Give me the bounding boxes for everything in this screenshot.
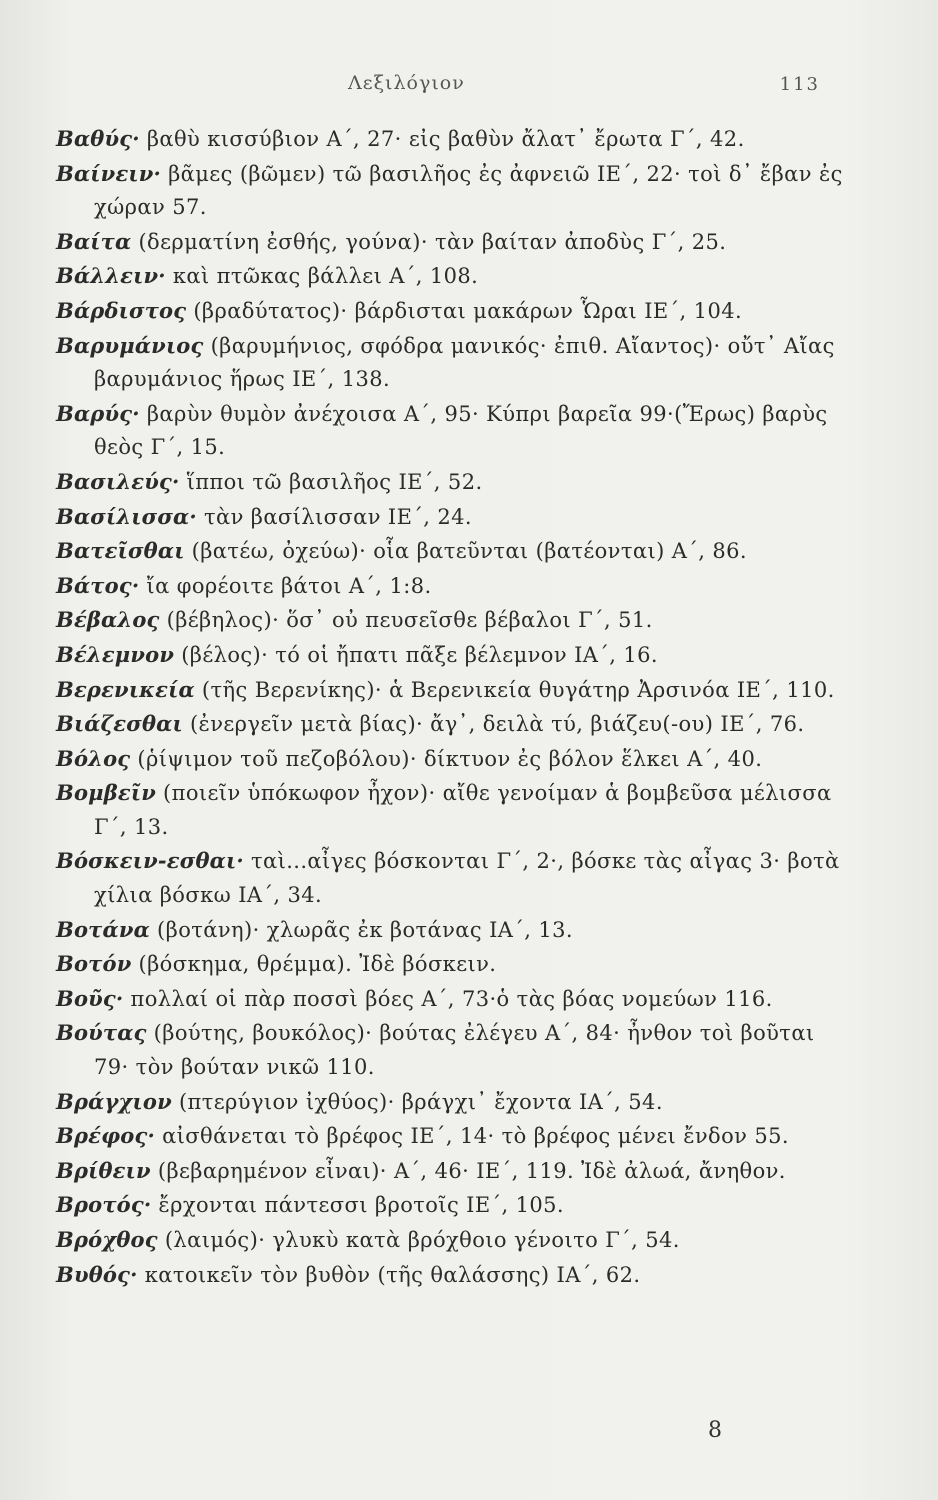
glossary-entry — [56, 569, 856, 604]
entry-text: (ἐνεργεῖν μετὰ βίας)· ἄγ᾽, δειλὰ τύ, βιάζευ(-ου) ΙΕ΄, 76. — [182, 712, 805, 737]
entry-headword: Βυθός· — [56, 1261, 138, 1287]
entry-headword: Βέβαλος — [56, 607, 160, 633]
glossary-entry — [56, 294, 856, 329]
entry-text: (βοτάνη)· χλωρᾶς ἐκ βοτάνας ΙΑ΄, 13. — [149, 917, 573, 942]
entry-headword: Βομβεῖν — [56, 780, 156, 806]
entry-headword: Βράγχιον — [56, 1088, 172, 1114]
entry-text: καὶ πτῶκας βάλλει Α΄, 108. — [165, 264, 479, 289]
glossary-entry — [56, 122, 856, 157]
glossary-entry — [56, 225, 856, 260]
entry-text: (λαιμός)· γλυκὺ κατὰ βρόχθοιο γένοιτο Γ΄, 54. — [157, 1228, 680, 1252]
entry-text: (βατέω, ὀχεύω)· οἷα βατεῦνται (βατέονται) Α΄, 86. — [184, 539, 747, 564]
entry-headword: Βρέφος· — [56, 1123, 155, 1149]
glossary-entry — [56, 947, 856, 982]
entry-text: (βραδύτατος)· βάρδισται μακάρων Ὧραι ΙΕ΄, 104. — [186, 298, 743, 323]
entry-headword: Βάλλειν· — [56, 263, 166, 289]
glossary-entry — [56, 913, 856, 948]
entry-headword: Βόλος — [56, 745, 131, 771]
entry-text: βᾶμες (βῶμεν) τῶ βασιλῆος ἐς ἀφνειῶ ΙΕ΄, 22· τοὶ δ᾽ ἔβαν ἐς χώραν 57. — [94, 161, 843, 220]
glossary-entry — [56, 465, 856, 500]
glossary-entries — [56, 122, 856, 1292]
glossary-entry — [56, 1223, 856, 1258]
entry-headword: Βαίνειν· — [56, 160, 162, 186]
glossary-entry — [56, 500, 856, 535]
entry-headword: Βρίθειν — [56, 1157, 151, 1183]
glossary-entry — [56, 776, 856, 844]
entry-headword: Βάτος· — [56, 572, 140, 598]
entry-text: (βεβαρημένον εἶναι)· Α΄, 46· ΙΕ΄, 119. Ἰδὲ ἀλωά, ἄνηθον. — [150, 1158, 786, 1183]
entry-text: (βέβηλος)· ὅσ᾽ οὐ πευσεῖσθε βέβαλοι Γ΄, 51. — [159, 608, 653, 633]
entry-text: ἴα φορέοιτε βάτοι Α΄, 1:8. — [139, 573, 432, 598]
entry-headword: Βοτόν — [56, 951, 132, 977]
glossary-entry — [56, 397, 856, 465]
entry-headword: Βαθύς· — [56, 126, 140, 151]
glossary-entry — [56, 1085, 856, 1120]
signature-mark: 8 — [708, 1418, 722, 1443]
entry-text: (ποιεῖν ὑπόκωφον ἦχον)· αἴθε γενοίμαν ἁ βομβεῦσα μέλισσα Γ΄, 13. — [94, 781, 832, 839]
entry-text: ἵπποι τῶ βασιλῆος ΙΕ΄, 52. — [179, 469, 483, 494]
glossary-entry — [56, 1154, 856, 1189]
entry-headword: Βασιλεύς· — [56, 468, 180, 494]
entry-headword: Βασίλισσα· — [56, 503, 197, 529]
entry-text: (βέλος)· τό οἱ ἤπατι πᾶξε βέλεμνον ΙΑ΄, 16. — [174, 642, 658, 667]
entry-text: (πτερύγιον ἰχθύος)· βράγχι᾽ ἔχοντα ΙΑ΄, 54. — [171, 1089, 663, 1114]
entry-headword: Βούτας — [56, 1020, 147, 1046]
entry-headword: Βερενικεία — [56, 676, 195, 702]
entry-text: (δερματίνη ἐσθής, γούνα)· τὰν βαίταν ἀποδὺς Γ΄, 25. — [131, 229, 727, 254]
glossary-entry — [56, 1188, 856, 1223]
glossary-entry — [56, 1119, 856, 1154]
entry-text: (βόσκημα, θρέμμα). Ἰδὲ βόσκειν. — [131, 952, 497, 977]
glossary-entry — [56, 157, 856, 225]
glossary-entry — [56, 1016, 856, 1084]
glossary-entry — [56, 603, 856, 638]
entry-headword: Βόσκειν-εσθαι· — [56, 848, 244, 874]
entry-text: αἰσθάνεται τὸ βρέφος ΙΕ΄, 14· τὸ βρέφος μένει ἔνδον 55. — [155, 1124, 789, 1149]
glossary-entry — [56, 707, 856, 742]
glossary-entry — [56, 259, 856, 294]
glossary-entry — [56, 844, 856, 912]
entry-headword: Βαρύς· — [56, 400, 140, 426]
entry-text: ἔρχονται πάντεσσι βροτοῖς ΙΕ΄, 105. — [151, 1193, 565, 1218]
glossary-entry — [56, 982, 856, 1017]
entry-text: ταὶ...αἶγες βόσκονται Γ΄, 2·, βόσκε τὰς αἶγας 3· βοτὰ χίλια βόσκω ΙΑ΄, 34. — [94, 849, 840, 908]
entry-headword: Βροτός· — [56, 1192, 152, 1218]
entry-text: βαρὺν θυμὸν ἀνέχοισα Α΄, 95· Κύπρι βαρεῖα 99·(Ἔρως) βαρὺς θεὸς Γ΄, 15. — [94, 401, 828, 460]
entry-headword: Βάρδιστος — [56, 297, 187, 323]
page-header — [0, 62, 938, 102]
entry-text: πολλαί οἱ πὰρ ποσσὶ βόες Α΄, 73·ὁ τὰς βόας νομεύων 116. — [123, 986, 773, 1011]
glossary-entry — [56, 742, 856, 777]
glossary-entry — [56, 638, 856, 673]
entry-headword: Βατεῖσθαι — [56, 538, 185, 564]
entry-headword: Βοῦς· — [56, 985, 124, 1011]
entry-text: κατοικεῖν τὸν βυθὸν (τῆς θαλάσσης) ΙΑ΄, 62. — [137, 1262, 641, 1287]
running-title: Λεξιλόγιον — [348, 72, 465, 94]
entry-text: τὰν βασίλισσαν ΙΕ΄, 24. — [196, 504, 473, 529]
entry-text: (ῥίψιμον τοῦ πεζοβόλου)· δίκτυον ἐς βόλον ἕλκει Α΄, 40. — [130, 746, 763, 771]
entry-headword: Βαίτα — [56, 228, 132, 254]
entry-text: βαθὺ κισσύβιον Α΄, 27· εἰς βαθὺν ἄλατ᾽ ἔρωτα Γ΄, 42. — [139, 127, 745, 151]
glossary-entry — [56, 534, 856, 569]
glossary-entry — [56, 1258, 856, 1293]
entry-headword: Βέλεμνον — [56, 641, 175, 667]
glossary-entry — [56, 329, 856, 397]
entry-headword: Βοτάνα — [56, 916, 150, 942]
entry-text: (βαρυμήνιος, σφόδρα μανικός· ἐπιθ. Αἴαντος)· οὔτ᾽ Αἴας βαρυμάνιος ἥρως ΙΕ΄, 138. — [94, 333, 835, 392]
page-number: 113 — [779, 74, 820, 95]
entry-headword: Βρόχθος — [56, 1227, 158, 1252]
entry-text: (τῆς Βερενίκης)· ἁ Βερενικεία θυγάτηρ Ἀρσινόα ΙΕ΄, 110. — [194, 677, 835, 702]
glossary-entry — [56, 673, 856, 708]
entry-headword: Βιάζεσθαι — [56, 711, 183, 737]
entry-headword: Βαρυμάνιος — [56, 332, 204, 358]
entry-text: (βούτης, βουκόλος)· βούτας ἐλέγευ Α΄, 84· ἦνθον τοὶ βοῦται 79· τὸν βούταν νικῶ 110. — [94, 1021, 815, 1080]
